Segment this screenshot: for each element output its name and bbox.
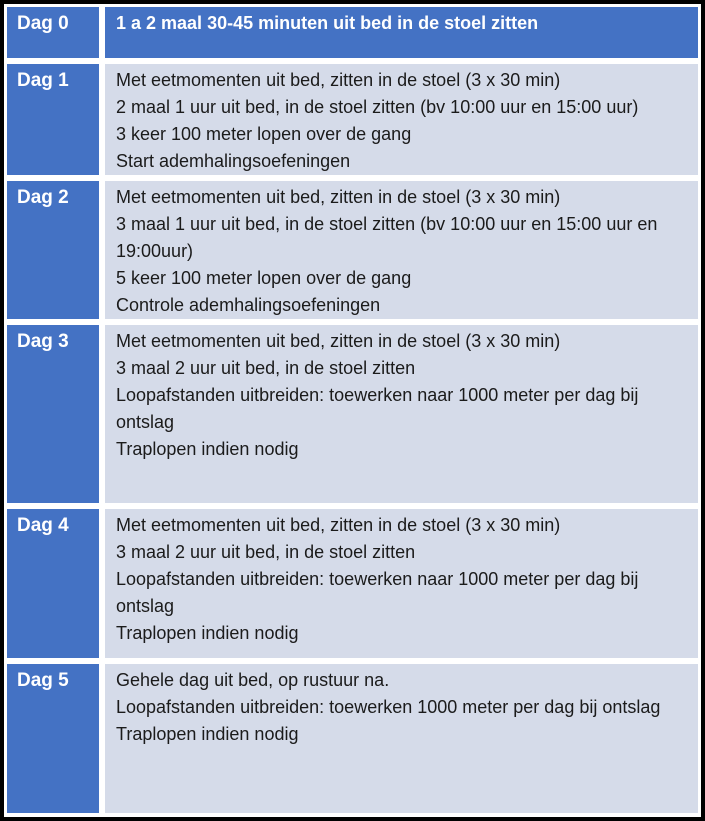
table-row-dag-4 [7, 509, 698, 658]
day-label-dag-1: Dag 1 [7, 64, 99, 175]
schedule-line: 3 keer 100 meter lopen over de gang [116, 124, 412, 144]
schedule-table [4, 4, 701, 817]
table-row-dag-1 [7, 64, 698, 175]
table-row-dag-2 [7, 181, 698, 319]
schedule-line: Controle ademhalingsoefeningen [116, 295, 381, 315]
content-cell-dag-2 [105, 181, 698, 319]
schedule-line: 5 keer 100 meter lopen over de gang [116, 268, 412, 288]
table-row-dag-0 [7, 7, 698, 58]
schedule-line: Start ademhalingsoefeningen [116, 151, 351, 171]
content-cell-dag-5 [105, 664, 698, 813]
day-label-dag-0: Dag 0 [7, 7, 99, 58]
schedule-line: Traplopen indien nodig [116, 439, 299, 459]
schedule-line: 3 maal 2 uur uit bed, in de stoel zitten [116, 542, 416, 562]
day-label-dag-3: Dag 3 [7, 325, 99, 503]
schedule-line: 3 maal 1 uur uit bed, in de stoel zitten (bv 10:00 uur en 15:00 uur en 19:00uur) [116, 214, 658, 261]
schedule-line: Loopafstanden uitbreiden: toewerken naar 1000 meter per dag bij ontslag [116, 385, 639, 432]
day-label-dag-2: Dag 2 [7, 181, 99, 319]
content-cell-dag-0 [105, 7, 698, 58]
schedule-line: Gehele dag uit bed, op rustuur na. [116, 670, 390, 690]
schedule-line: Met eetmomenten uit bed, zitten in de stoel (3 x 30 min) [116, 70, 561, 90]
schedule-line: Loopafstanden uitbreiden: toewerken 1000 meter per dag bij ontslag [116, 697, 661, 717]
day-label-dag-5: Dag 5 [7, 664, 99, 813]
schedule-line: Loopafstanden uitbreiden: toewerken naar 1000 meter per dag bij ontslag [116, 569, 639, 616]
schedule-line: Met eetmomenten uit bed, zitten in de stoel (3 x 30 min) [116, 187, 561, 207]
schedule-line: 2 maal 1 uur uit bed, in de stoel zitten (bv 10:00 uur en 15:00 uur) [116, 97, 639, 117]
schedule-line: Traplopen indien nodig [116, 623, 299, 643]
content-cell-dag-3 [105, 325, 698, 503]
schedule-line: Traplopen indien nodig [116, 724, 299, 744]
content-cell-dag-4 [105, 509, 698, 658]
schedule-line: 3 maal 2 uur uit bed, in de stoel zitten [116, 358, 416, 378]
schedule-line: 1 a 2 maal 30-45 minuten uit bed in de stoel zitten [116, 13, 539, 33]
schedule-line: Met eetmomenten uit bed, zitten in de stoel (3 x 30 min) [116, 515, 561, 535]
schedule-line: Met eetmomenten uit bed, zitten in de stoel (3 x 30 min) [116, 331, 561, 351]
table-row-dag-5 [7, 664, 698, 813]
content-cell-dag-1 [105, 64, 698, 175]
table-row-dag-3 [7, 325, 698, 503]
day-label-dag-4: Dag 4 [7, 509, 99, 658]
